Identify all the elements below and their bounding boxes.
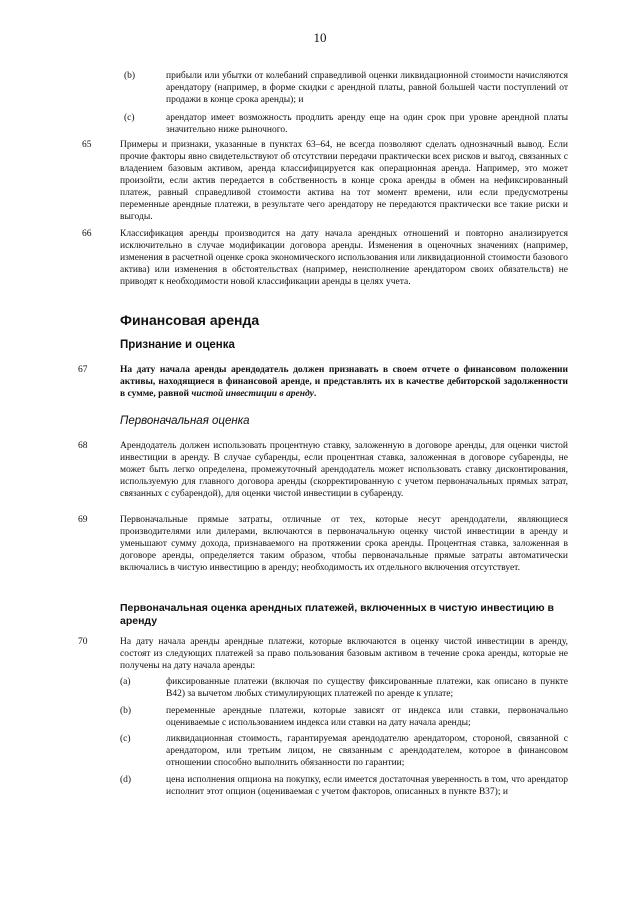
paragraph-68: Арендодатель должен использовать процентную ставку, заложенную в договоре аренды, для оценки чистой инвестиции в аренду. В случае субаренды, если процентная ставка, заложенная в договоре субаренды, не может быть легко определена, промежуточный арендодатель может использовать ставку дисконтирования, используемую для главного договора аренды (скорректированную с учетом первоначальных прямых затрат, связанных с субарендой), для оценки чистой инвестиции в субаренду. [120, 441, 568, 499]
paragraph-number: 70 [78, 637, 88, 647]
paragraph-65: Примеры и признаки, указанные в пунктах 63–64, не всегда позволяют сделать однозначный вывод. Если прочие факторы явно свидетельствуют об отсутствии передачи практически всех рисков и выгод, связанных с владением базовым активом, аренда классифицируется как операционная аренда. Например, это может произойти, если актив передается в собственность в конце срока аренды в обмен на нефиксированный платеж, равный справедливой стоимости актива на тот момент времени, или если предусмотрены переменные арендные платежи, в результате чего арендатору не передаются практически все такие риски и выгоды. [120, 140, 568, 222]
heading-lease-payments: Первоначальная оценка арендных платежей, включенных в чистую инвестицию в аренду [120, 602, 554, 627]
paragraph-number: 67 [78, 365, 88, 375]
item-text: переменные арендные платежи, которые зависят от индекса или ставки, первоначально оцениваемые с использованием индекса или ставки на дату начала аренды; [166, 706, 568, 728]
item-text: прибыли или убытки от колебаний справедливой оценки ликвидационной стоимости начисляются арендатору (например, в форме скидки с арендной платы, равной большей части поступлений от продажи в конце срока аренды); и [166, 71, 568, 105]
paragraph-number: 69 [78, 515, 88, 525]
paragraph-67: На дату начала аренды арендодатель должен признавать в своем отчете о финансовом положении активы, находящиеся в финансовой аренде, и представлять их в качестве дебиторской задолженности в сумме, равной чистой инвестиции в аренду. [120, 365, 568, 399]
paragraph-number: 68 [78, 441, 88, 451]
item-label: (c) [120, 734, 131, 744]
heading-recognition: Признание и оценка [120, 339, 235, 351]
item-text: цена исполнения опциона на покупку, если имеется достаточная уверенность в том, что арендатор исполнит этот опцион (оцениваемая с учетом факторов, описанных в пункте B37); и [166, 775, 568, 797]
paragraph-number: 66 [82, 229, 92, 239]
item-text: арендатор имеет возможность продлить аренду еще на один срок при уровне арендной платы значительно ниже рыночного. [166, 113, 568, 135]
item-label: (a) [120, 677, 131, 687]
paragraph-70: На дату начала аренды арендные платежи, которые включаются в оценку чистой инвестиции в аренду, состоят из следующих платежей за право пользования базовым активом в течение срока аренды, которые не получены на дату начала аренды: [120, 637, 568, 671]
page-number: 10 [313, 30, 327, 45]
item-label: (c) [124, 113, 135, 123]
item-label: (b) [120, 706, 132, 716]
heading-initial-measurement: Первоначальная оценка [120, 415, 250, 427]
paragraph-number: 65 [82, 140, 92, 150]
heading-finance-lease: Финансовая аренда [120, 312, 260, 328]
paragraph-69: Первоначальные прямые затраты, отличные от тех, которые несут арендодатели, являющиеся производителями или дилерами, включаются в первоначальную оценку чистой инвестиции в аренду и уменьшают сумму дохода, признаваемого на протяжении срока аренды. Процентная ставка, заложенная в договоре аренды, определяется таким образом, чтобы первоначальные прямые затраты автоматически включались в чистую инвестицию в аренду; необходимость их отдельного включения отсутствует. [120, 515, 568, 573]
item-text: ликвидационная стоимость, гарантируемая арендодателю арендатором, стороной, связанной с арендатором, или третьим лицом, не связанным с арендодателем, которое в финансовом отношении способно выполнить обязанности по гарантии; [166, 734, 568, 768]
term-net-investment: чистой инвестиции в аренду [191, 389, 314, 399]
paragraph-66: Классификация аренды производится на дату начала арендных отношений и повторно анализируется исключительно в случае модификации договора аренды. Изменения в оценочных значениях (например, изменения в расчетной оценке срока экономического использования или ликвидационной стоимости базового актива) или изменения в обстоятельствах (например, неисполнение арендатором своих обязательств) не приводят к необходимости новой классификации аренды в целях учета. [120, 229, 568, 287]
item-label: (b) [124, 71, 136, 81]
item-label: (d) [120, 775, 132, 785]
item-text: фиксированные платежи (включая по существу фиксированные платежи, как описано в пункте B42) за вычетом любых стимулирующих платежей по аренде к уплате; [166, 677, 568, 699]
